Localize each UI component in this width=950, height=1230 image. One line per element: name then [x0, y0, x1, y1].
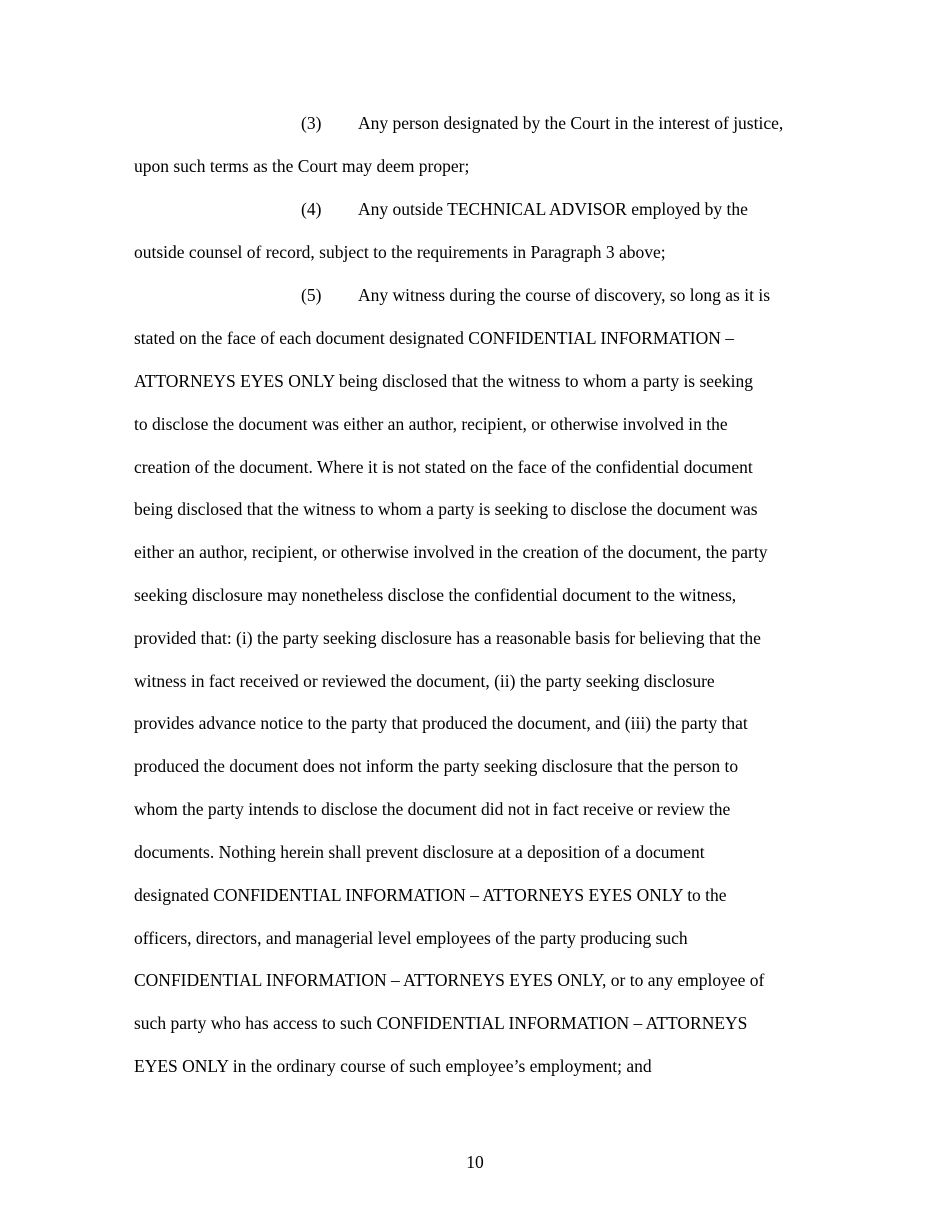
item-5-first-line	[301, 285, 770, 305]
item-3-number: (3)	[301, 113, 322, 133]
item-4-number: (4)	[301, 199, 322, 219]
item-5-line: ATTORNEYS EYES ONLY being disclosed that the witness to whom a party is seeking	[134, 371, 753, 391]
item-4-first-line	[301, 199, 748, 219]
item-5-line: EYES ONLY in the ordinary course of such employee’s employment; and	[134, 1056, 652, 1076]
item-5-number: (5)	[301, 285, 322, 305]
item-3-line: upon such terms as the Court may deem proper;	[134, 156, 470, 176]
item-5-line: such party who has access to such CONFIDENTIAL INFORMATION – ATTORNEYS	[134, 1013, 748, 1033]
item-5-line: provided that: (i) the party seeking disclosure has a reasonable basis for believing that the	[134, 628, 761, 648]
item-4-text: Any outside TECHNICAL ADVISOR employed by the	[358, 199, 748, 219]
item-5-line: being disclosed that the witness to whom a party is seeking to disclose the document was	[134, 499, 758, 519]
item-5-line: documents. Nothing herein shall prevent disclosure at a deposition of a document	[134, 842, 705, 862]
item-5-text: Any witness during the course of discovery, so long as it is	[358, 285, 771, 305]
item-5-line: officers, directors, and managerial level employees of the party producing such	[134, 928, 688, 948]
item-5-line: stated on the face of each document designated CONFIDENTIAL INFORMATION –	[134, 328, 735, 348]
item-5-line: seeking disclosure may nonetheless disclose the confidential document to the witness,	[134, 585, 737, 605]
item-5-line: CONFIDENTIAL INFORMATION – ATTORNEYS EYES ONLY, or to any employee of	[134, 970, 765, 990]
item-5-line: whom the party intends to disclose the document did not in fact receive or review the	[134, 799, 731, 819]
page-number: 10	[466, 1152, 484, 1172]
item-3-text: Any person designated by the Court in the interest of justice,	[358, 113, 784, 133]
item-5-line: provides advance notice to the party that produced the document, and (iii) the party that	[134, 713, 748, 733]
item-5-line: designated CONFIDENTIAL INFORMATION – ATTORNEYS EYES ONLY to the	[134, 885, 727, 905]
item-3-first-line	[301, 113, 783, 133]
item-5-line: either an author, recipient, or otherwise involved in the creation of the document, the party	[134, 542, 768, 562]
item-5-line: witness in fact received or reviewed the document, (ii) the party seeking disclosure	[134, 671, 715, 691]
item-5-line: to disclose the document was either an author, recipient, or otherwise involved in the	[134, 414, 728, 434]
item-5-line: produced the document does not inform the party seeking disclosure that the person to	[134, 756, 739, 776]
item-5-line: creation of the document. Where it is not stated on the face of the confidential document	[134, 457, 753, 477]
item-4-line: outside counsel of record, subject to the requirements in Paragraph 3 above;	[134, 242, 666, 262]
